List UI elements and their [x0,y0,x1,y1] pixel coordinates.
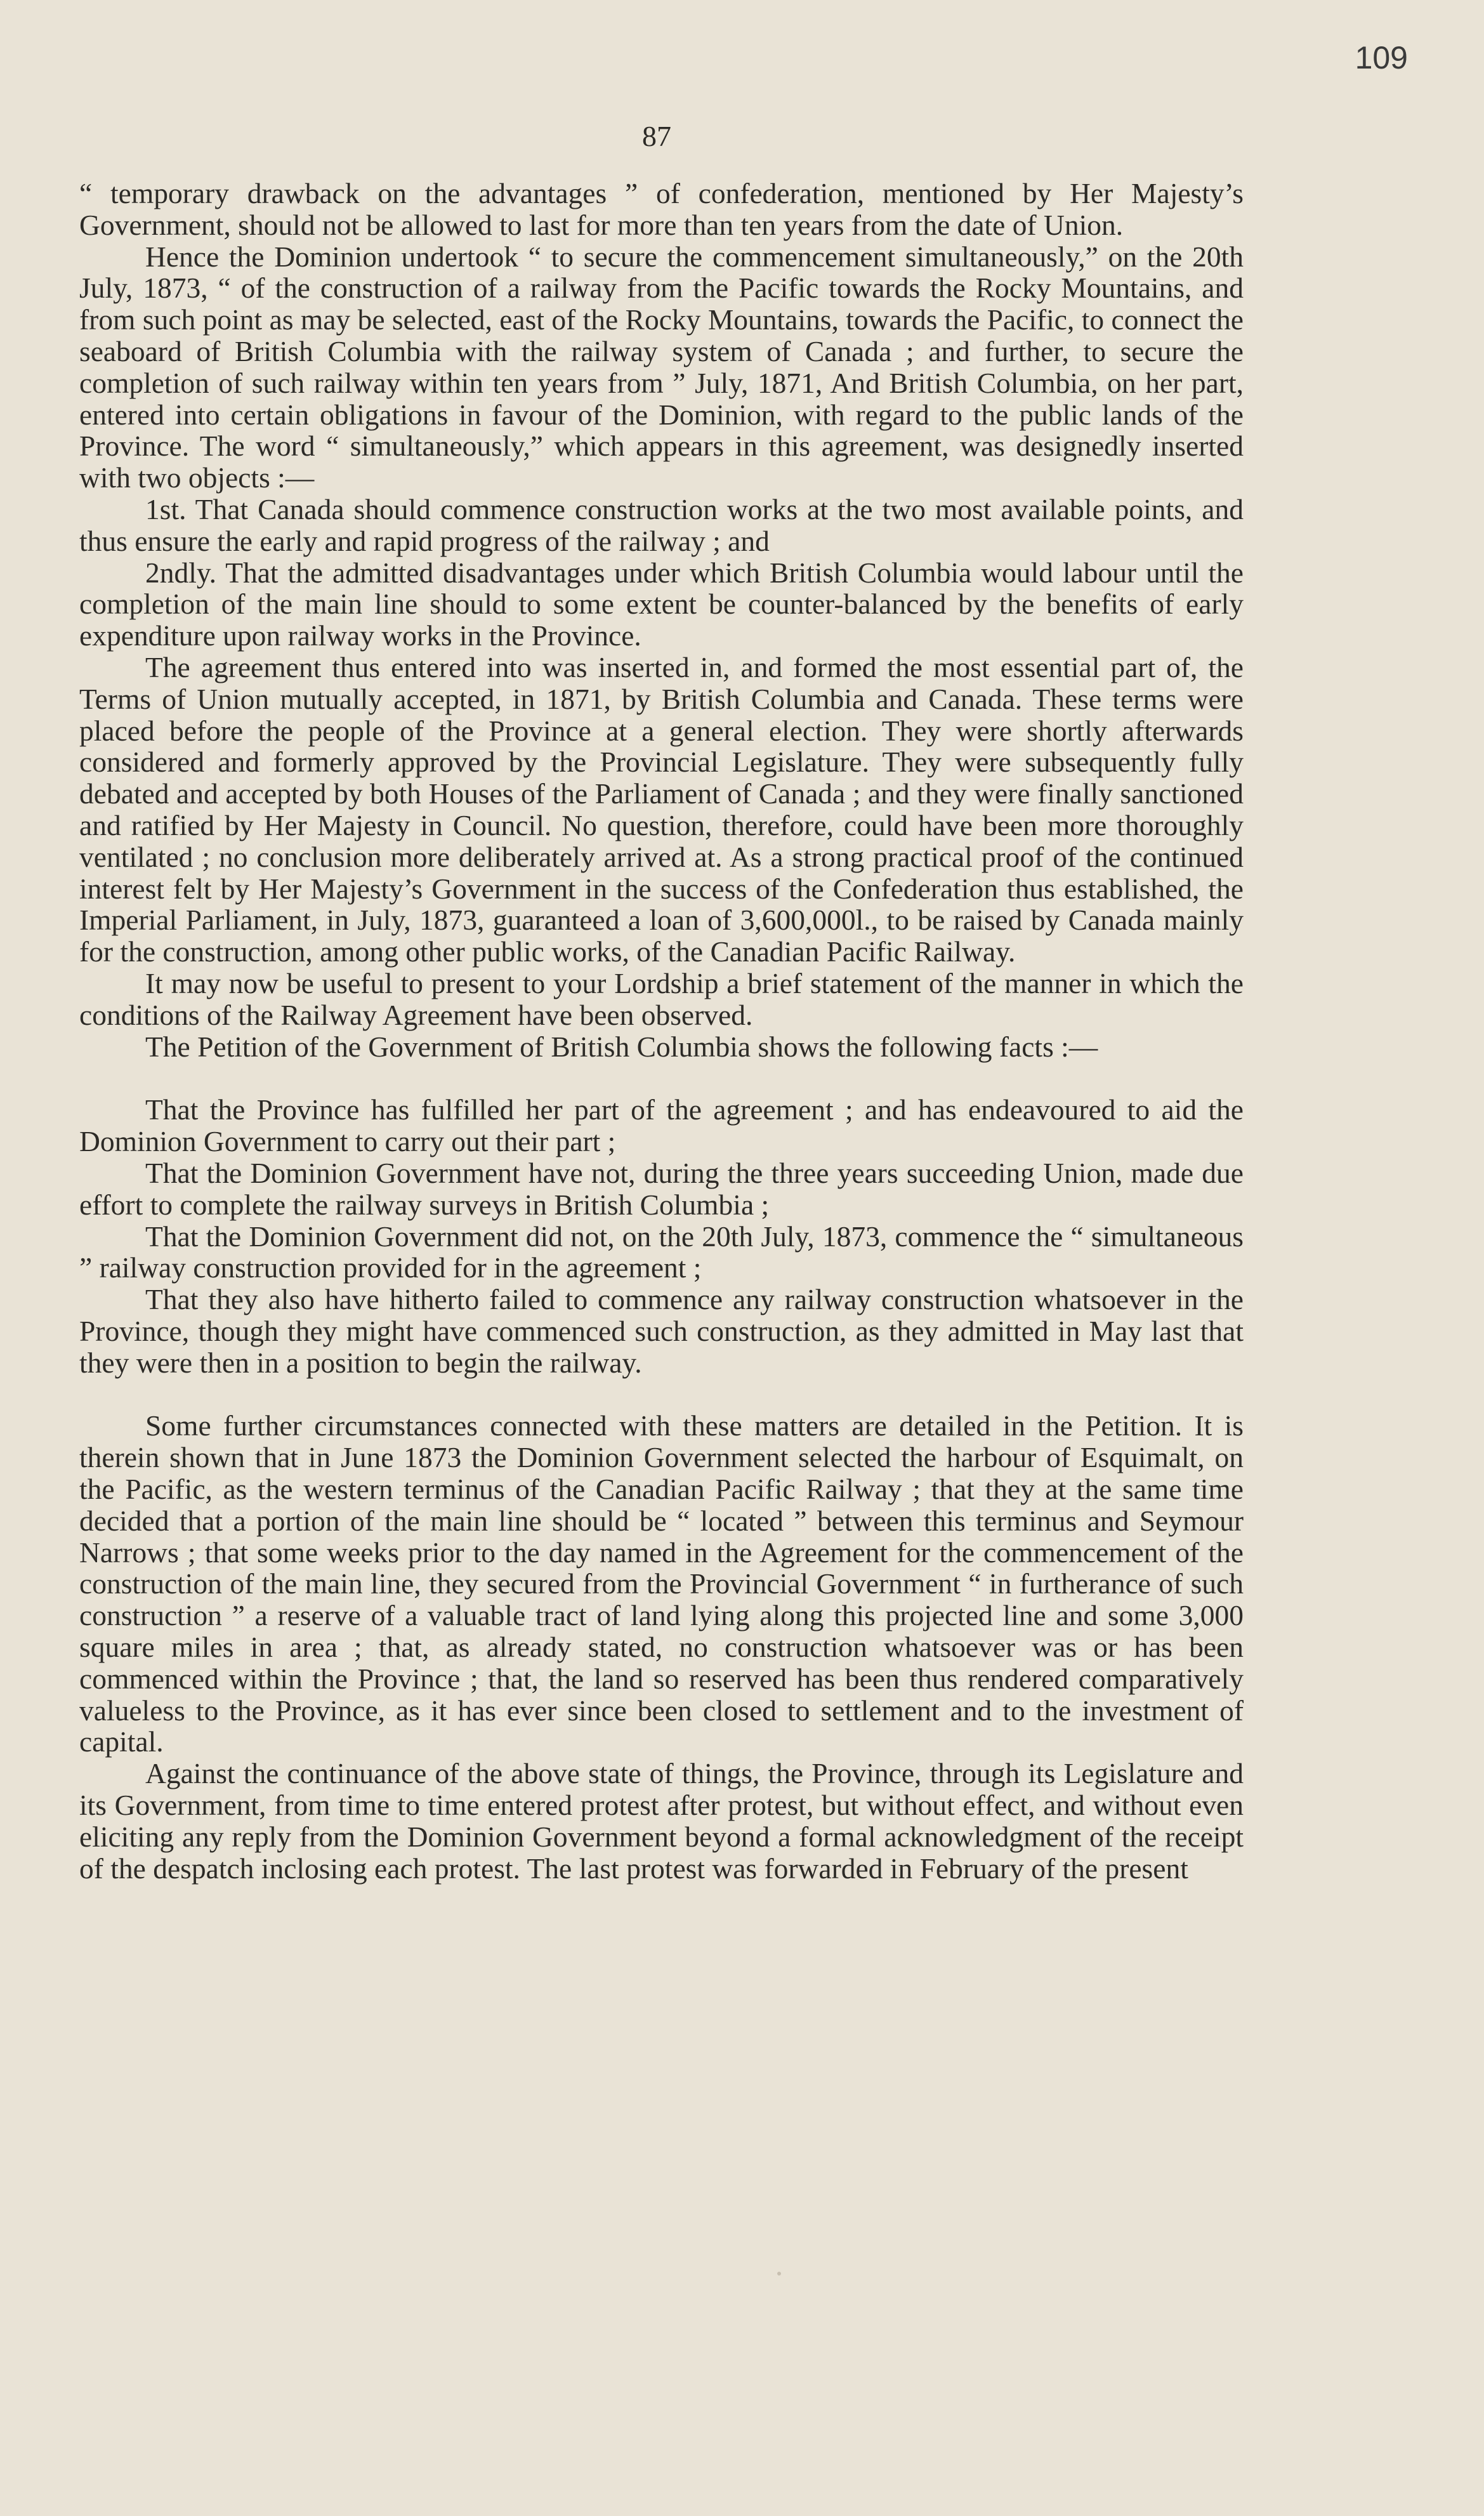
paragraph-10: That the Dominion Government did not, on the 20th July, 1873, commence the “ simultaneous ” railway construction provided for in the agreement ; [79,1220,1244,1284]
paragraph-7: The Petition of the Government of British Columbia shows the following facts :— [145,1030,1098,1063]
paragraph-13: Against the continuance of the above state of things, the Province, through its Legislature and its Government, from time to time entered protest after protest, but without effect, and without even eliciting any reply from the Dominion Government beyond a formal acknowledgment of the receipt of the despatch inclosing each protest. The last protest was forwarded in February of the present [79,1757,1244,1885]
paragraph-6: It may now be useful to present to your Lordship a brief statement of the manner in which the conditions of the Railway Agreement have been observed. [79,966,1244,1031]
paragraph-12: Some further circumstances connected with these matters are detailed in the Petition. It is therein shown that in June 1873 the Dominion Government selected the harbour of Esquimalt, on the Pacific, as the western terminus of the Canadian Pacific Railway ; that they at the same time decided that a portion of the main line should be “ located ” between this terminus and Seymour Narrows ; that some weeks prior to the day named in the Agreement for the commencement of the construction of the main line, they secured from the Provincial Government “ in furtherance of such construction ” a reserve of a valuable tract of land lying along this projected line and some 3,000 square miles in area ; that, as already stated, no construction whatsoever was or has been commenced within the Province ; that, the land so reserved has been thus rendered comparatively valueless to the Province, as it has ever since been closed to settlement and to the investment of capital. [79,1409,1244,1758]
paragraph-1: “ temporary drawback on the advantages ” of confederation, mentioned by Her Majesty’s Government, should not be allowed to last for more than ten years from the date of Union. [79,177,1244,241]
paragraph-8: That the Province has fulfilled her part of the agreement ; and has endeavoured to aid the Dominion Government to carry out their part ; [79,1093,1244,1158]
paragraph-5: The agreement thus entered into was inserted in, and formed the most essential part of, the Terms of Union mutually accepted, in 1871, by British Columbia and Canada. These terms were placed before the people of the Province at a general election. They were shortly afterwards considered and formerly approved by the Provincial Legislature. They were subsequently fully debated and accepted by both Houses of the Parliament of Canada ; and they were finally sanctioned and ratified by Her Majesty in Council. No question, therefore, could have been more thoroughly ventilated ; no conclusion more deliberately arrived at. As a strong practical proof of the continued interest felt by Her Majesty’s Government in the success of the Confederation thus established, the Imperial Parliament, in July, 1873, guaranteed a loan of 3,600,000l., to be raised by Canada mainly for the construction, among other public works, of the Canadian Pacific Railway. [79,650,1244,968]
paragraph-9: That the Dominion Government have not, during the three years succeeding Union, made due effort to complete the railway surveys in British Columbia ; [79,1156,1244,1221]
outer-page-number: 109 [1355,40,1408,76]
paragraph-3: 1st. That Canada should commence construction works at the two most available points, and thus ensure the early and rapid progress of the railway ; and [79,492,1244,557]
body-text [79,178,1244,1884]
paper-speck [777,2272,781,2276]
paragraph-11: That they also have hitherto failed to commence any railway construction whatsoever in the Province, though they might have commenced such construction, as they admitted in May last that they were then in a position to begin the railway. [79,1283,1244,1379]
paragraph-2: Hence the Dominion undertook “ to secure the commencement simultaneously,” on the 20th July, 1873, “ of the construction of a railway from the Pacific towards the Rocky Mountains, and from such point as may be selected, east of the Rocky Mountains, towards the Pacific, to connect the seaboard of British Columbia with the railway system of Canada ; and further, to secure the completion of such railway within ten years from ” July, 1871, And British Columbia, on her part, entered into certain obligations in favour of the Dominion, with regard to the public lands of the Province. The word “ simultaneously,” which appears in this agreement, was designedly inserted with two objects :— [79,240,1244,494]
inner-page-number: 87 [642,120,671,152]
paragraph-4: 2ndly. That the admitted disadvantages under which British Columbia would labour until the completion of the main line should to some extent be counter-balanced by the benefits of early expenditure upon railway works in the Province. [79,556,1244,652]
